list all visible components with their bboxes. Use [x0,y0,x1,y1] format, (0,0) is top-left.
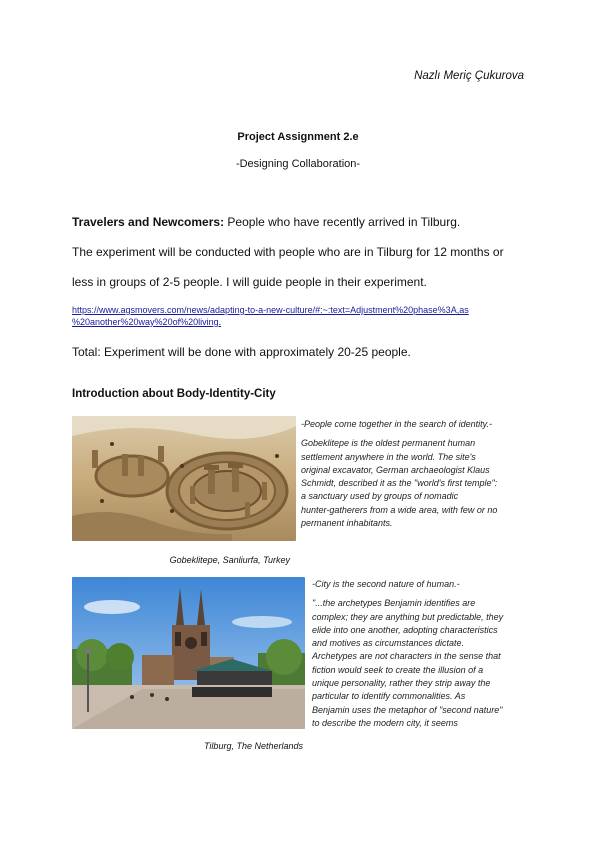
text-line: unique personality, rather they strip away the [312,678,491,689]
gobeklitepe-illustration [72,416,296,541]
text-line: Archetypes are not characters in the sense that [312,651,501,662]
figure-2-caption: Tilburg, The Netherlands [204,741,303,751]
text-line: -City is the second nature of human.- [312,579,460,589]
reference-link[interactable] [72,304,469,328]
text-line: and motives as circumstances dictate. [312,638,465,649]
text-line: hunter-gatherers from a wide area, with few or no [301,504,498,515]
tilburg-image [72,577,305,729]
text-line: permanent inhabitants. [301,518,393,529]
text-line: a sanctuary used by groups of nomadic [301,491,459,502]
reference-link-line-1[interactable]: https://www.agsmovers.com/news/adapting-to-a-new-culture/#:~:text=Adjustment%20phase%3A,as [72,305,469,315]
text-line: fiction would seek to create the illusion of a [312,664,484,675]
section-heading: Introduction about Body-Identity-City [72,388,276,400]
page-title: Project Assignment 2.e [237,131,359,143]
travelers-label: Travelers and Newcomers: [72,215,225,229]
figure-1-text [301,418,531,530]
text-line: to describe the modern city, it seems [312,717,458,728]
reference-link-line-2[interactable]: %20another%20way%20of%20living [72,317,219,327]
gobeklitepe-image [72,416,296,541]
text-line: -People come together in the search of identity.- [301,419,492,429]
text-line: elide into one another, adopting characteristics [312,624,498,635]
text-line: Gobeklitepe is the oldest permanent human [301,438,476,449]
text-line: Benjamin uses the metaphor of "second nature" [312,704,503,715]
text-line: complex; they are anything but predictable, they [312,611,504,622]
figure-1-caption: Gobeklitepe, Sanliurfa, Turkey [169,555,290,565]
travelers-text: People who have recently arrived in Tilburg. [224,215,461,229]
text-line: Schmidt, described it as the "world's first temple": [301,478,498,489]
text-line: "...the archetypes Benjamin identifies are [312,598,476,609]
tilburg-illustration [72,577,305,729]
experiment-line-1: The experiment will be conducted with people who are in Tilburg for 12 months or [72,245,504,259]
text-line: original excavator, German archaeologist Klaus [301,464,490,475]
figure-2-text [312,578,542,730]
author-name: Nazlı Meriç Çukurova [414,70,524,82]
text-line: settlement anywhere in the world. The site's [301,451,476,462]
experiment-line-2: less in groups of 2-5 people. I will guide people in their experiment. [72,275,427,289]
total-paragraph: Total: Experiment will be done with approximately 20-25 people. [72,345,411,359]
travelers-paragraph [72,215,460,229]
text-line: particular to identify commonalities. As [312,691,466,702]
link-suffix: . [218,317,222,327]
page-subtitle: -Designing Collaboration- [235,158,361,170]
